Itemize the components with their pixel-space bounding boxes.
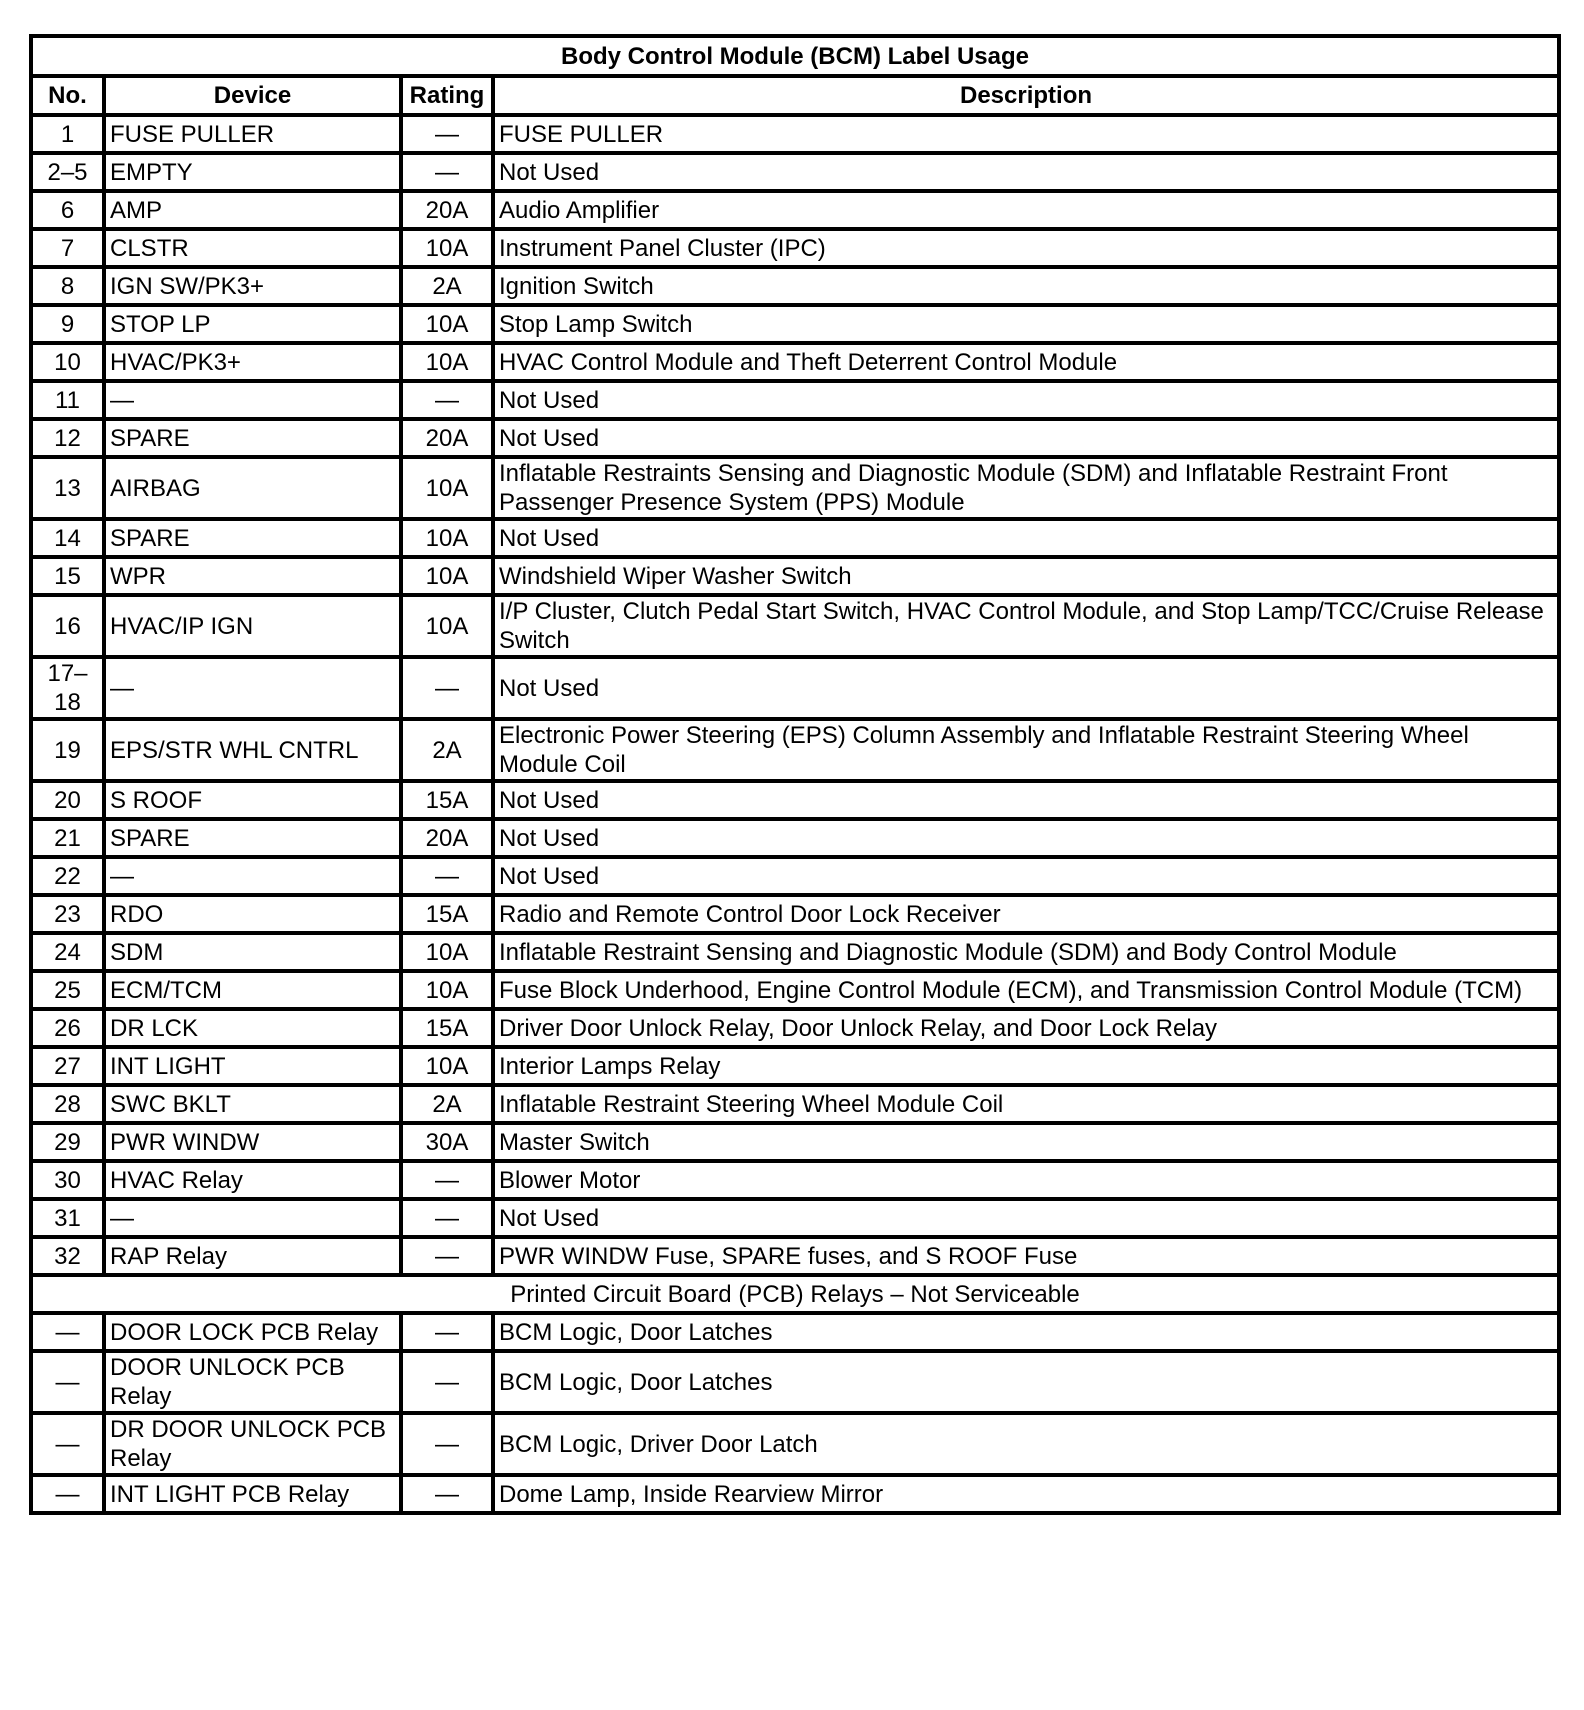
- fuse-row: [31, 1199, 1559, 1237]
- cell-description: Not Used: [493, 657, 1559, 719]
- cell-description: BCM Logic, Door Latches: [493, 1351, 1559, 1413]
- cell-no: 10: [31, 343, 104, 381]
- pcb-relay-row: [31, 1351, 1559, 1413]
- fuse-row: [31, 1085, 1559, 1123]
- cell-description: Instrument Panel Cluster (IPC): [493, 229, 1559, 267]
- cell-rating: 20A: [401, 819, 493, 857]
- cell-description: Radio and Remote Control Door Lock Receiver: [493, 895, 1559, 933]
- fuse-row: [31, 305, 1559, 343]
- pcb-section: [31, 1275, 1559, 1313]
- cell-device: CLSTR: [104, 229, 401, 267]
- fuse-row: [31, 419, 1559, 457]
- cell-description: Not Used: [493, 153, 1559, 191]
- cell-no: 13: [31, 457, 104, 519]
- cell-device: AIRBAG: [104, 457, 401, 519]
- cell-rating: 2A: [401, 1085, 493, 1123]
- cell-rating: 10A: [401, 595, 493, 657]
- cell-no: —: [31, 1413, 104, 1475]
- cell-rating: 2A: [401, 719, 493, 781]
- cell-description: Inflatable Restraint Sensing and Diagnostic Module (SDM) and Body Control Module: [493, 933, 1559, 971]
- cell-device: RDO: [104, 895, 401, 933]
- cell-device: —: [104, 657, 401, 719]
- cell-no: 22: [31, 857, 104, 895]
- pcb-rows: [31, 1313, 1559, 1513]
- cell-device: SWC BKLT: [104, 1085, 401, 1123]
- cell-device: HVAC Relay: [104, 1161, 401, 1199]
- cell-no: 31: [31, 1199, 104, 1237]
- cell-device: PWR WINDW: [104, 1123, 401, 1161]
- cell-description: Windshield Wiper Washer Switch: [493, 557, 1559, 595]
- cell-device: SPARE: [104, 819, 401, 857]
- cell-rating: —: [401, 657, 493, 719]
- cell-description: Electronic Power Steering (EPS) Column Assembly and Inflatable Restraint Steering Wheel Module Coil: [493, 719, 1559, 781]
- cell-rating: 10A: [401, 971, 493, 1009]
- cell-rating: 10A: [401, 457, 493, 519]
- cell-device: —: [104, 1199, 401, 1237]
- fuse-row: [31, 115, 1559, 153]
- header-description: Description: [493, 76, 1559, 115]
- fuse-row: [31, 381, 1559, 419]
- fuse-row: [31, 519, 1559, 557]
- cell-description: Ignition Switch: [493, 267, 1559, 305]
- cell-device: EPS/STR WHL CNTRL: [104, 719, 401, 781]
- cell-no: 25: [31, 971, 104, 1009]
- bcm-label-usage-table: [29, 34, 1561, 1515]
- cell-no: 20: [31, 781, 104, 819]
- cell-rating: —: [401, 857, 493, 895]
- title-row: [31, 36, 1559, 76]
- fuse-row: [31, 1123, 1559, 1161]
- cell-rating: 10A: [401, 1047, 493, 1085]
- header-no: No.: [31, 76, 104, 115]
- cell-device: EMPTY: [104, 153, 401, 191]
- cell-no: 15: [31, 557, 104, 595]
- cell-rating: —: [401, 381, 493, 419]
- fuse-row: [31, 153, 1559, 191]
- pcb-section-title: Printed Circuit Board (PCB) Relays – Not Serviceable: [31, 1275, 1559, 1313]
- cell-rating: 10A: [401, 519, 493, 557]
- cell-no: 1: [31, 115, 104, 153]
- cell-rating: 15A: [401, 781, 493, 819]
- cell-description: Blower Motor: [493, 1161, 1559, 1199]
- cell-description: FUSE PULLER: [493, 115, 1559, 153]
- cell-rating: —: [401, 1313, 493, 1351]
- cell-description: Not Used: [493, 819, 1559, 857]
- cell-device: AMP: [104, 191, 401, 229]
- cell-rating: —: [401, 1351, 493, 1413]
- cell-device: —: [104, 857, 401, 895]
- cell-no: 23: [31, 895, 104, 933]
- cell-device: ECM/TCM: [104, 971, 401, 1009]
- cell-device: INT LIGHT: [104, 1047, 401, 1085]
- cell-rating: —: [401, 153, 493, 191]
- cell-description: Not Used: [493, 1199, 1559, 1237]
- cell-description: Driver Door Unlock Relay, Door Unlock Relay, and Door Lock Relay: [493, 1009, 1559, 1047]
- cell-rating: —: [401, 1199, 493, 1237]
- cell-no: 7: [31, 229, 104, 267]
- cell-no: 29: [31, 1123, 104, 1161]
- header-row: [31, 76, 1559, 115]
- cell-rating: 10A: [401, 557, 493, 595]
- header-device: Device: [104, 76, 401, 115]
- cell-device: DOOR UNLOCK PCB Relay: [104, 1351, 401, 1413]
- fuse-row: [31, 267, 1559, 305]
- cell-device: IGN SW/PK3+: [104, 267, 401, 305]
- table-title: Body Control Module (BCM) Label Usage: [31, 36, 1559, 76]
- fuse-row: [31, 1161, 1559, 1199]
- fuse-row: [31, 857, 1559, 895]
- cell-description: Not Used: [493, 781, 1559, 819]
- cell-description: Audio Amplifier: [493, 191, 1559, 229]
- fuse-row: [31, 781, 1559, 819]
- cell-rating: 10A: [401, 305, 493, 343]
- cell-device: —: [104, 381, 401, 419]
- pcb-relay-row: [31, 1475, 1559, 1513]
- cell-no: 19: [31, 719, 104, 781]
- cell-description: Stop Lamp Switch: [493, 305, 1559, 343]
- cell-device: SDM: [104, 933, 401, 971]
- cell-no: 26: [31, 1009, 104, 1047]
- pcb-section-row: [31, 1275, 1559, 1313]
- cell-no: 27: [31, 1047, 104, 1085]
- pcb-relay-row: [31, 1413, 1559, 1475]
- cell-description: Not Used: [493, 857, 1559, 895]
- cell-rating: 20A: [401, 419, 493, 457]
- fuse-row: [31, 557, 1559, 595]
- cell-rating: 30A: [401, 1123, 493, 1161]
- cell-device: STOP LP: [104, 305, 401, 343]
- cell-description: PWR WINDW Fuse, SPARE fuses, and S ROOF Fuse: [493, 1237, 1559, 1275]
- fuse-row: [31, 1047, 1559, 1085]
- cell-description: Inflatable Restraints Sensing and Diagnostic Module (SDM) and Inflatable Restraint Front Passenger Presence System (PPS) Module: [493, 457, 1559, 519]
- cell-description: I/P Cluster, Clutch Pedal Start Switch, HVAC Control Module, and Stop Lamp/TCC/Cruise Release Switch: [493, 595, 1559, 657]
- cell-device: HVAC/IP IGN: [104, 595, 401, 657]
- cell-rating: 15A: [401, 895, 493, 933]
- cell-description: Dome Lamp, Inside Rearview Mirror: [493, 1475, 1559, 1513]
- cell-device: INT LIGHT PCB Relay: [104, 1475, 401, 1513]
- cell-device: S ROOF: [104, 781, 401, 819]
- cell-device: DR LCK: [104, 1009, 401, 1047]
- cell-description: Not Used: [493, 419, 1559, 457]
- cell-no: —: [31, 1475, 104, 1513]
- fuse-row: [31, 719, 1559, 781]
- fuse-row: [31, 229, 1559, 267]
- cell-no: 21: [31, 819, 104, 857]
- fuse-row: [31, 595, 1559, 657]
- cell-rating: —: [401, 1413, 493, 1475]
- cell-rating: —: [401, 1237, 493, 1275]
- fuse-row: [31, 933, 1559, 971]
- cell-description: Master Switch: [493, 1123, 1559, 1161]
- cell-rating: 10A: [401, 933, 493, 971]
- cell-device: RAP Relay: [104, 1237, 401, 1275]
- cell-device: HVAC/PK3+: [104, 343, 401, 381]
- fuse-row: [31, 1237, 1559, 1275]
- cell-no: 17–18: [31, 657, 104, 719]
- cell-device: DOOR LOCK PCB Relay: [104, 1313, 401, 1351]
- cell-rating: 15A: [401, 1009, 493, 1047]
- fuse-row: [31, 819, 1559, 857]
- cell-no: 8: [31, 267, 104, 305]
- cell-description: BCM Logic, Door Latches: [493, 1313, 1559, 1351]
- cell-no: 14: [31, 519, 104, 557]
- header-rating: Rating: [401, 76, 493, 115]
- cell-device: DR DOOR UNLOCK PCB Relay: [104, 1413, 401, 1475]
- fuse-rows: [31, 115, 1559, 1275]
- cell-no: 11: [31, 381, 104, 419]
- cell-no: 32: [31, 1237, 104, 1275]
- cell-description: Not Used: [493, 519, 1559, 557]
- fuse-row: [31, 457, 1559, 519]
- cell-no: 2–5: [31, 153, 104, 191]
- fuse-row: [31, 971, 1559, 1009]
- fuse-row: [31, 1009, 1559, 1047]
- cell-no: 16: [31, 595, 104, 657]
- cell-no: —: [31, 1351, 104, 1413]
- cell-rating: 2A: [401, 267, 493, 305]
- cell-rating: —: [401, 115, 493, 153]
- cell-device: WPR: [104, 557, 401, 595]
- cell-description: Interior Lamps Relay: [493, 1047, 1559, 1085]
- cell-description: HVAC Control Module and Theft Deterrent Control Module: [493, 343, 1559, 381]
- cell-device: SPARE: [104, 519, 401, 557]
- cell-no: 6: [31, 191, 104, 229]
- cell-device: SPARE: [104, 419, 401, 457]
- fuse-row: [31, 895, 1559, 933]
- cell-no: 24: [31, 933, 104, 971]
- fuse-row: [31, 343, 1559, 381]
- pcb-relay-row: [31, 1313, 1559, 1351]
- cell-rating: 10A: [401, 343, 493, 381]
- cell-no: 9: [31, 305, 104, 343]
- cell-rating: —: [401, 1161, 493, 1199]
- cell-description: Fuse Block Underhood, Engine Control Module (ECM), and Transmission Control Module (TCM): [493, 971, 1559, 1009]
- cell-rating: 20A: [401, 191, 493, 229]
- cell-description: BCM Logic, Driver Door Latch: [493, 1413, 1559, 1475]
- cell-no: 30: [31, 1161, 104, 1199]
- cell-description: Inflatable Restraint Steering Wheel Module Coil: [493, 1085, 1559, 1123]
- cell-no: —: [31, 1313, 104, 1351]
- fuse-row: [31, 191, 1559, 229]
- cell-rating: 10A: [401, 229, 493, 267]
- cell-description: Not Used: [493, 381, 1559, 419]
- cell-device: FUSE PULLER: [104, 115, 401, 153]
- fuse-row: [31, 657, 1559, 719]
- cell-no: 28: [31, 1085, 104, 1123]
- cell-rating: —: [401, 1475, 493, 1513]
- cell-no: 12: [31, 419, 104, 457]
